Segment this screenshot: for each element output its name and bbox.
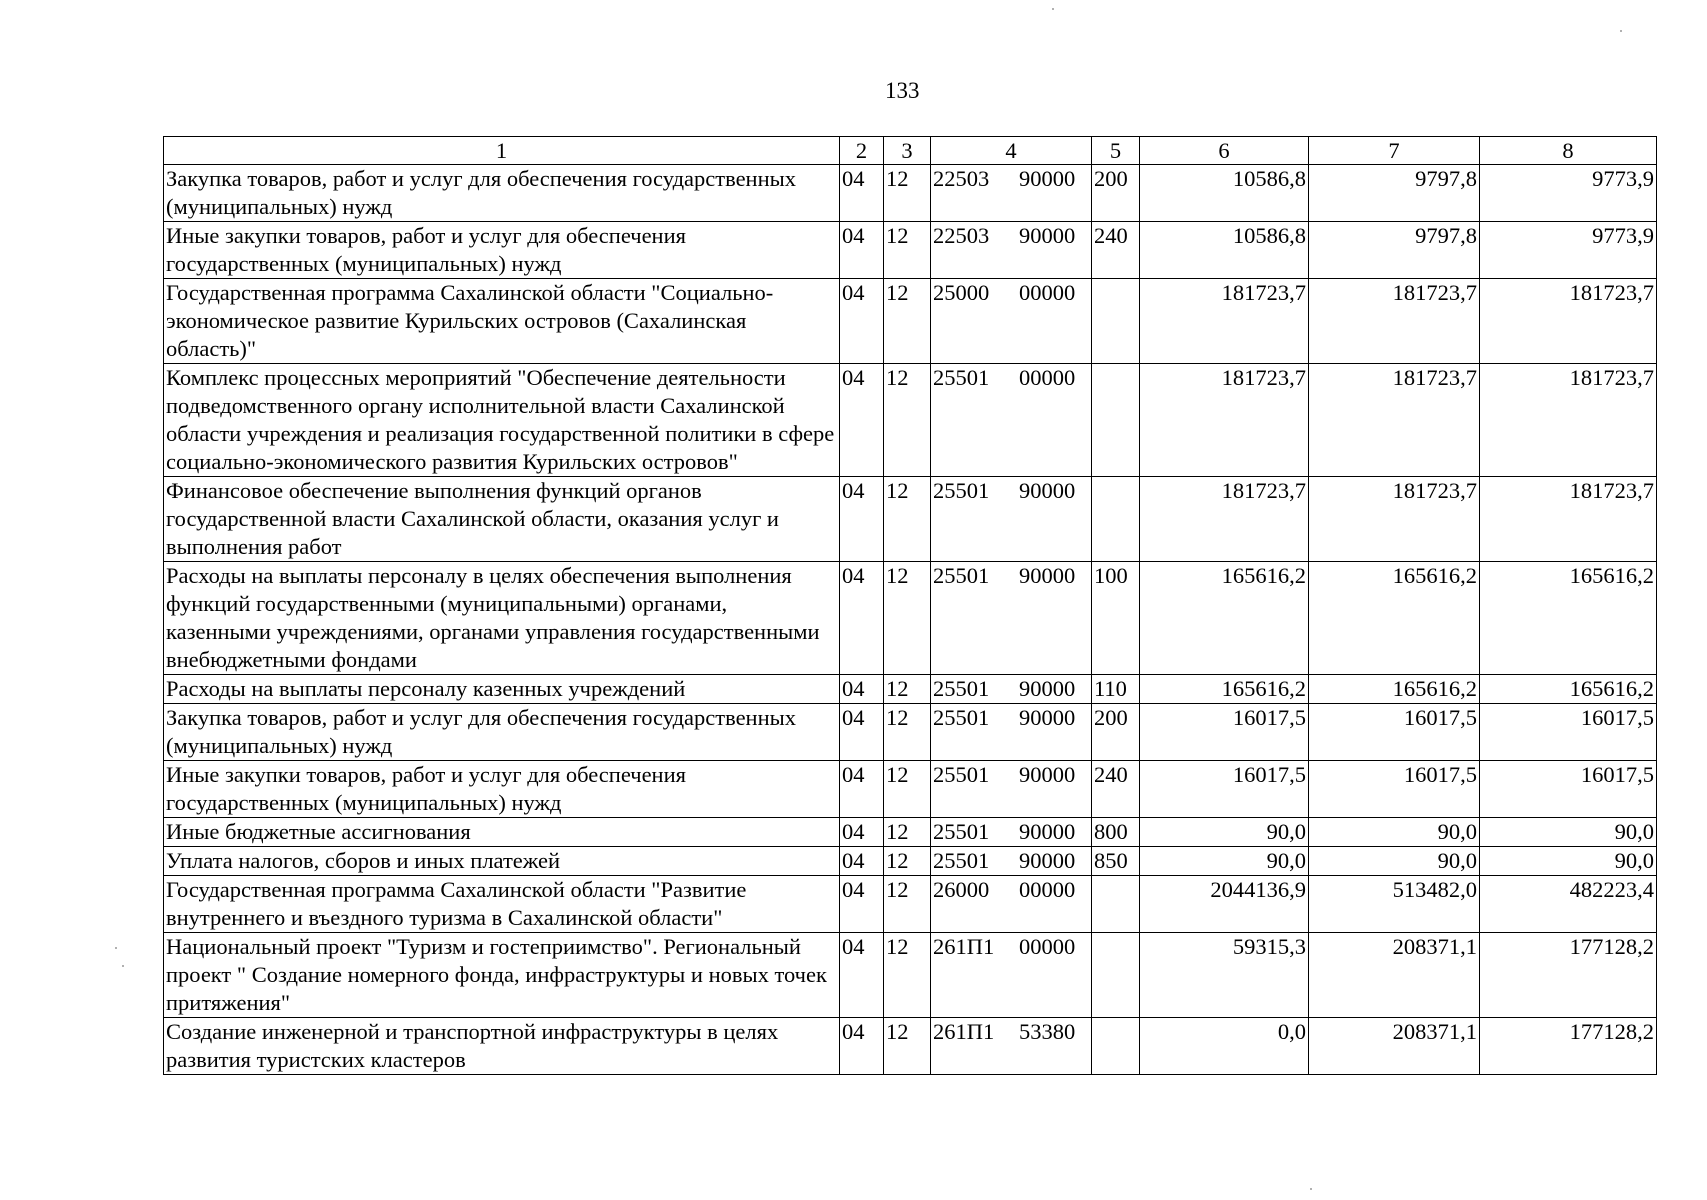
subsection-code: 12 [884,761,931,818]
program-code: 25501 [933,705,990,730]
amount-col-8: 9773,9 [1480,222,1657,279]
section-code: 04 [840,279,884,364]
amount-col-6: 0,0 [1140,1018,1309,1075]
amount-col-8: 165616,2 [1480,562,1657,675]
amount-col-7: 9797,8 [1309,165,1480,222]
row-name: Создание инженерной и транспортной инфраструктуры в целях развития туристских кластеров [164,1018,840,1075]
program-code: 25000 [933,280,990,305]
program-code: 261П1 [933,934,995,959]
subsection-code: 12 [884,704,931,761]
amount-col-7: 16017,5 [1309,704,1480,761]
subsection-code: 12 [884,165,931,222]
direction-code: 90000 [1019,478,1076,503]
expense-type [1092,364,1140,477]
direction-code: 90000 [1019,762,1076,787]
amount-col-6: 10586,8 [1140,165,1309,222]
amount-col-7: 90,0 [1309,818,1480,847]
col-header-6: 6 [1140,137,1309,165]
table-row [164,704,1657,761]
amount-col-8: 482223,4 [1480,876,1657,933]
direction-code: 90000 [1019,166,1076,191]
budget-table [163,136,1657,1075]
direction-code: 00000 [1019,280,1076,305]
amount-col-6: 181723,7 [1140,477,1309,562]
expense-type [1092,1018,1140,1075]
amount-col-7: 208371,1 [1309,1018,1480,1075]
program-code: 25501 [933,676,990,701]
section-code: 04 [840,933,884,1018]
row-name: Закупка товаров, работ и услуг для обеспечения государственных (муниципальных) нужд [164,165,840,222]
direction-code: 00000 [1019,934,1076,959]
row-name: Расходы на выплаты персоналу в целях обеспечения выполнения функций государственными (муниципальными) органами, казенными учреждениями, органами управления государственными внебюджетными фондами [164,562,840,675]
program-code: 22503 [933,223,990,248]
target-article [931,675,1092,704]
amount-col-7: 16017,5 [1309,761,1480,818]
target-article [931,847,1092,876]
section-code: 04 [840,847,884,876]
amount-col-7: 181723,7 [1309,279,1480,364]
target-article [931,761,1092,818]
amount-col-6: 10586,8 [1140,222,1309,279]
target-article [931,1018,1092,1075]
target-article [931,876,1092,933]
program-code: 25501 [933,365,990,390]
table-row [164,1018,1657,1075]
expense-type: 240 [1092,761,1140,818]
col-header-2: 2 [840,137,884,165]
program-code: 22503 [933,166,990,191]
expense-type [1092,279,1140,364]
row-name: Закупка товаров, работ и услуг для обеспечения государственных (муниципальных) нужд [164,704,840,761]
scan-speck [1620,30,1622,32]
amount-col-6: 2044136,9 [1140,876,1309,933]
section-code: 04 [840,704,884,761]
amount-col-7: 181723,7 [1309,364,1480,477]
section-code: 04 [840,675,884,704]
amount-col-7: 513482,0 [1309,876,1480,933]
expense-type [1092,876,1140,933]
amount-col-6: 181723,7 [1140,364,1309,477]
target-article [931,165,1092,222]
subsection-code: 12 [884,933,931,1018]
scan-speck [122,965,124,967]
direction-code: 00000 [1019,365,1076,390]
expense-type: 200 [1092,165,1140,222]
scan-speck [115,947,117,949]
amount-col-6: 16017,5 [1140,761,1309,818]
row-name: Национальный проект "Туризм и гостеприимство". Региональный проект " Создание номерного фонда, инфраструктуры и новых точек притяжения" [164,933,840,1018]
amount-col-8: 90,0 [1480,818,1657,847]
amount-col-6: 165616,2 [1140,562,1309,675]
section-code: 04 [840,364,884,477]
expense-type: 240 [1092,222,1140,279]
target-article [931,364,1092,477]
section-code: 04 [840,818,884,847]
amount-col-7: 9797,8 [1309,222,1480,279]
header-row [164,137,1657,165]
subsection-code: 12 [884,675,931,704]
amount-col-8: 16017,5 [1480,761,1657,818]
col-header-1: 1 [164,137,840,165]
amount-col-8: 90,0 [1480,847,1657,876]
target-article [931,477,1092,562]
program-code: 25501 [933,819,990,844]
amount-col-7: 165616,2 [1309,562,1480,675]
scan-speck [1052,8,1054,10]
subsection-code: 12 [884,1018,931,1075]
amount-col-6: 16017,5 [1140,704,1309,761]
table-row [164,761,1657,818]
amount-col-6: 90,0 [1140,847,1309,876]
target-article [931,704,1092,761]
amount-col-7: 181723,7 [1309,477,1480,562]
table-row [164,933,1657,1018]
direction-code: 90000 [1019,676,1076,701]
row-name: Государственная программа Сахалинской области "Социально-экономическое развитие Курильских островов (Сахалинская область)" [164,279,840,364]
row-name: Комплекс процессных мероприятий "Обеспечение деятельности подведомственного органу исполнительной власти Сахалинской области учреждения и реализация государственной политики в сфере социально-экономического развития Курильских островов" [164,364,840,477]
amount-col-8: 177128,2 [1480,1018,1657,1075]
subsection-code: 12 [884,876,931,933]
direction-code: 53380 [1019,1019,1076,1044]
subsection-code: 12 [884,818,931,847]
amount-col-8: 177128,2 [1480,933,1657,1018]
amount-col-8: 181723,7 [1480,279,1657,364]
amount-col-6: 59315,3 [1140,933,1309,1018]
amount-col-8: 181723,7 [1480,364,1657,477]
col-header-8: 8 [1480,137,1657,165]
row-name: Иные бюджетные ассигнования [164,818,840,847]
section-code: 04 [840,477,884,562]
subsection-code: 12 [884,847,931,876]
section-code: 04 [840,1018,884,1075]
direction-code: 90000 [1019,223,1076,248]
target-article [931,222,1092,279]
amount-col-7: 90,0 [1309,847,1480,876]
row-name: Уплата налогов, сборов и иных платежей [164,847,840,876]
subsection-code: 12 [884,364,931,477]
table-row [164,876,1657,933]
col-header-7: 7 [1309,137,1480,165]
expense-type [1092,477,1140,562]
program-code: 25501 [933,762,990,787]
direction-code: 90000 [1019,819,1076,844]
section-code: 04 [840,562,884,675]
section-code: 04 [840,165,884,222]
table-row [164,818,1657,847]
page-number-text: 133 [885,78,920,103]
subsection-code: 12 [884,477,931,562]
program-code: 25501 [933,563,990,588]
subsection-code: 12 [884,562,931,675]
table-row [164,477,1657,562]
direction-code: 90000 [1019,563,1076,588]
target-article [931,933,1092,1018]
amount-col-8: 181723,7 [1480,477,1657,562]
target-article [931,279,1092,364]
target-article [931,562,1092,675]
amount-col-8: 16017,5 [1480,704,1657,761]
amount-col-8: 165616,2 [1480,675,1657,704]
program-code: 26000 [933,877,990,902]
direction-code: 00000 [1019,877,1076,902]
amount-col-6: 181723,7 [1140,279,1309,364]
subsection-code: 12 [884,222,931,279]
amount-col-6: 165616,2 [1140,675,1309,704]
expense-type: 800 [1092,818,1140,847]
scan-speck [1310,1188,1312,1190]
expense-type: 110 [1092,675,1140,704]
expense-type [1092,933,1140,1018]
amount-col-6: 90,0 [1140,818,1309,847]
table-row [164,364,1657,477]
table-row [164,562,1657,675]
section-code: 04 [840,761,884,818]
expense-type: 100 [1092,562,1140,675]
table-row [164,222,1657,279]
expense-type: 200 [1092,704,1140,761]
table-row [164,847,1657,876]
target-article [931,818,1092,847]
row-name: Иные закупки товаров, работ и услуг для обеспечения государственных (муниципальных) нужд [164,761,840,818]
program-code: 25501 [933,848,990,873]
row-name: Расходы на выплаты персоналу казенных учреждений [164,675,840,704]
direction-code: 90000 [1019,705,1076,730]
col-header-4: 4 [931,137,1092,165]
amount-col-7: 165616,2 [1309,675,1480,704]
program-code: 25501 [933,478,990,503]
direction-code: 90000 [1019,848,1076,873]
col-header-5: 5 [1092,137,1140,165]
section-code: 04 [840,876,884,933]
table-row [164,675,1657,704]
amount-col-8: 9773,9 [1480,165,1657,222]
table-row [164,165,1657,222]
program-code: 261П1 [933,1019,995,1044]
row-name: Государственная программа Сахалинской области "Развитие внутреннего и въездного туризма в Сахалинской области" [164,876,840,933]
amount-col-7: 208371,1 [1309,933,1480,1018]
col-header-3: 3 [884,137,931,165]
row-name: Финансовое обеспечение выполнения функций органов государственной власти Сахалинской области, оказания услуг и выполнения работ [164,477,840,562]
expense-type: 850 [1092,847,1140,876]
section-code: 04 [840,222,884,279]
table-row [164,279,1657,364]
subsection-code: 12 [884,279,931,364]
row-name: Иные закупки товаров, работ и услуг для обеспечения государственных (муниципальных) нужд [164,222,840,279]
